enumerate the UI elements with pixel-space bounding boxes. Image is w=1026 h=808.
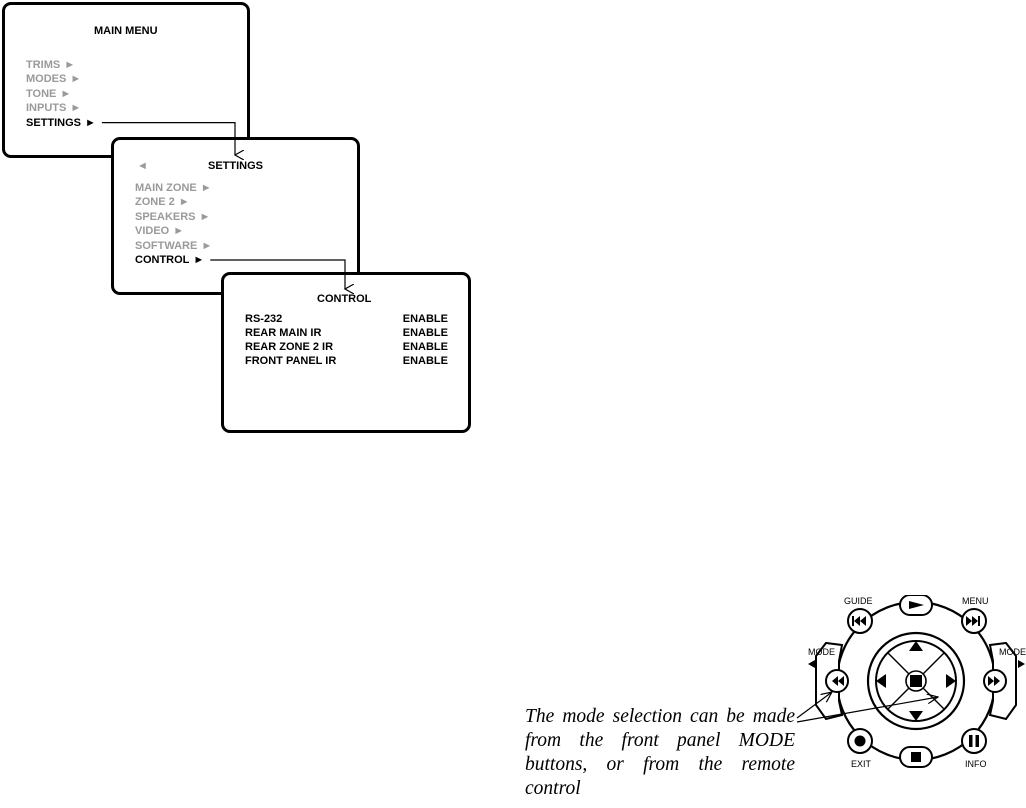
control-row-value[interactable]: ENABLE — [402, 355, 448, 367]
menu-item-label: SOFTWARE — [135, 239, 198, 252]
mode-left-label: MODE — [808, 647, 835, 657]
submenu-arrow-icon: ► — [200, 182, 212, 194]
submenu-arrow-icon: ► — [201, 239, 213, 252]
mode-right-arrow-icon — [1018, 660, 1025, 668]
submenu-arrow-icon: ► — [64, 59, 76, 71]
submenu-arrow-icon: ► — [193, 254, 205, 266]
control-row-value[interactable]: ENABLE — [402, 313, 448, 325]
exit-label: EXIT — [851, 759, 872, 769]
back-arrow-icon[interactable]: ◄ — [137, 160, 148, 172]
control-row[interactable] — [245, 326, 448, 340]
info-label: INFO — [965, 759, 987, 769]
menu-item-label: SETTINGS — [26, 116, 82, 129]
menu-item-video[interactable] — [135, 224, 184, 238]
menu-item-modes[interactable] — [26, 72, 81, 86]
submenu-arrow-icon: ► — [199, 210, 211, 223]
menu-item-inputs[interactable] — [26, 101, 81, 115]
submenu-arrow-icon: ► — [173, 225, 185, 238]
submenu-arrow-icon: ► — [178, 196, 190, 209]
submenu-arrow-icon: ► — [85, 116, 96, 129]
mode-right-label: MODE — [999, 647, 1026, 657]
menu-item-trims[interactable] — [26, 58, 75, 72]
record-icon — [855, 736, 866, 747]
menu-item-label: VIDEO — [135, 225, 170, 238]
main-menu-title: MAIN MENU — [94, 25, 158, 37]
submenu-arrow-icon: ► — [70, 102, 82, 115]
menu-item-label: SPEAKERS — [135, 210, 196, 223]
settings-menu-title: SETTINGS — [208, 160, 264, 172]
menu-item-label: TONE — [26, 87, 57, 100]
control-row-value[interactable]: ENABLE — [402, 341, 448, 353]
main-menu-panel — [2, 2, 250, 158]
menu-item-software[interactable] — [135, 239, 212, 253]
control-row-value[interactable]: ENABLE — [402, 327, 448, 339]
menu-item-label: CONTROL — [135, 254, 190, 266]
mode-selection-caption: The mode selection can be made from the front panel MODE buttons, or from the remote control — [525, 706, 795, 799]
control-row-label: REAR ZONE 2 IR — [245, 341, 334, 353]
control-row[interactable] — [245, 340, 448, 354]
control-row-label: REAR MAIN IR — [245, 327, 322, 339]
center-stop-icon — [910, 675, 922, 687]
menu-item-zone-2[interactable] — [135, 195, 190, 209]
control-menu-panel — [221, 272, 471, 433]
menu-item-label: INPUTS — [26, 102, 67, 115]
stop-icon — [911, 752, 921, 762]
control-row-label: RS-232 — [245, 313, 283, 325]
control-row[interactable] — [245, 312, 448, 326]
control-menu-title: CONTROL — [317, 293, 372, 305]
menu-item-settings[interactable] — [26, 116, 96, 130]
remote-control-diagram — [800, 595, 1026, 795]
menu-item-label: ZONE 2 — [135, 196, 175, 209]
guide-label: GUIDE — [844, 596, 873, 606]
menu-item-tone[interactable] — [26, 87, 71, 101]
menu-item-speakers[interactable] — [135, 210, 210, 224]
menu-label: MENU — [962, 596, 989, 606]
menu-item-label: TRIMS — [26, 59, 61, 71]
menu-item-label: MAIN ZONE — [135, 182, 197, 194]
control-row[interactable] — [245, 354, 448, 368]
control-row-label: FRONT PANEL IR — [245, 355, 337, 367]
pause-button[interactable] — [962, 729, 986, 753]
menu-item-label: MODES — [26, 73, 67, 86]
menu-item-main-zone[interactable] — [135, 181, 212, 195]
menu-item-control[interactable] — [135, 253, 204, 267]
submenu-arrow-icon: ► — [60, 87, 72, 100]
submenu-arrow-icon: ► — [70, 73, 82, 86]
mode-left-arrow-icon — [808, 660, 815, 668]
